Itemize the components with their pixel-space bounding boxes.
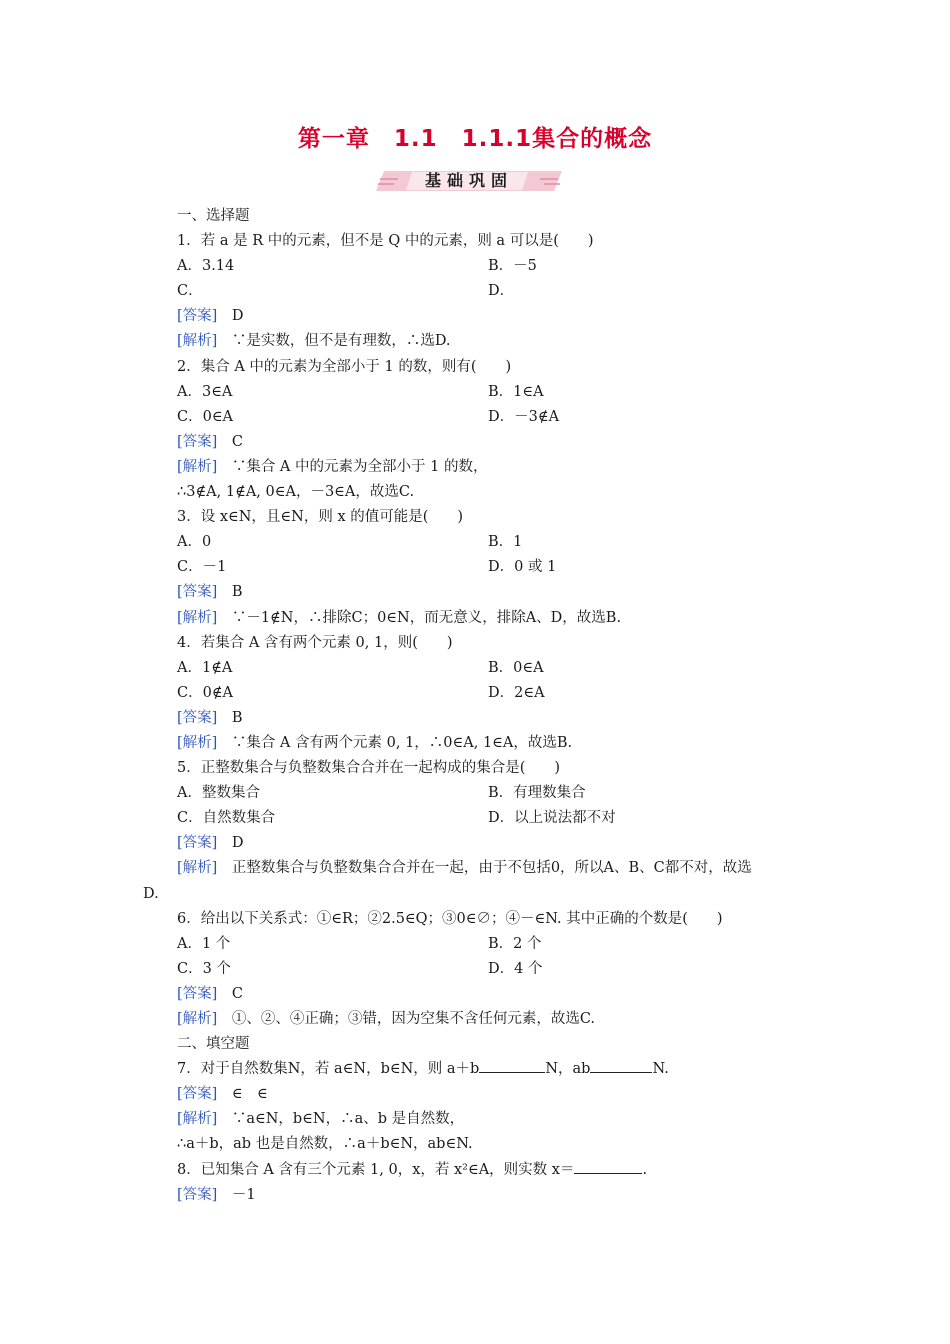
option-d: D．以上说法都不对 xyxy=(488,810,616,827)
option-row xyxy=(0,656,950,681)
answer-line xyxy=(0,430,950,455)
analysis-line xyxy=(0,731,950,756)
answer-tag: [答案] xyxy=(177,308,218,325)
option-row xyxy=(0,781,950,806)
answer-line xyxy=(0,706,950,731)
analysis-text: ∵集合 A 含有两个元素 0, 1，∴0∈A, 1∈A，故选B. xyxy=(231,734,573,751)
answer-tag: [答案] xyxy=(177,835,218,852)
answer-tag: [答案] xyxy=(177,1086,218,1103)
answer-value: －1 xyxy=(231,1186,256,1203)
stem-part: . xyxy=(642,1161,648,1178)
option-row xyxy=(0,279,950,304)
option-c: C．自然数集合 xyxy=(177,810,276,827)
section-heading: 一、选择题 xyxy=(177,208,250,224)
analysis-line xyxy=(0,1107,950,1132)
analysis-continued: D. xyxy=(143,885,159,902)
answer-line xyxy=(0,1183,950,1208)
analysis-text: ∵a∈N，b∈N，∴a、b 是自然数， xyxy=(231,1111,465,1128)
answer-line xyxy=(0,831,950,856)
analysis-continued: ∴a＋b，ab 也是自然数，∴a＋b∈N，ab∈N. xyxy=(177,1136,473,1153)
option-a: A．1 个 xyxy=(177,935,231,952)
answer-blank xyxy=(590,1057,652,1073)
question-stem: 2．集合 A 中的元素为全部小于 1 的数，则有( ) xyxy=(177,358,512,375)
option-row xyxy=(0,932,950,957)
option-b: B．1∈A xyxy=(488,383,544,400)
section-heading: 二、填空题 xyxy=(177,1036,250,1053)
question-stem: 5．正整数集合与负整数集合合并在一起构成的集合是( ) xyxy=(177,760,561,777)
answer-tag: [答案] xyxy=(177,709,218,726)
analysis-text: 正整数集合与负整数集合合并在一起，由于不包括0，所以A、B、C都不对，故选 xyxy=(231,860,752,877)
option-b: B．有理数集合 xyxy=(488,785,586,802)
option-d: D．0 或 1 xyxy=(488,559,557,576)
analysis-text: ∵是实数，但不是有理数，∴选D. xyxy=(231,333,451,350)
analysis-line xyxy=(0,606,950,631)
option-c: C．3 个 xyxy=(177,960,231,977)
stem-part: 7．对于自然数集N，若 a∈N，b∈N，则 a＋b xyxy=(177,1061,480,1078)
option-a: A．1∉A xyxy=(177,659,233,676)
page-title: 第一章 1.1 1.1.1集合的概念 xyxy=(297,126,653,152)
option-b: B．－5 xyxy=(488,258,537,275)
analysis-text: ∵－1∉N，∴排除C；0∈N，而无意义，排除A、D，故选B. xyxy=(231,609,622,626)
answer-value: B xyxy=(231,709,243,726)
option-c: C． xyxy=(177,283,203,300)
answer-value: C xyxy=(231,433,243,450)
analysis-line xyxy=(0,455,950,480)
answer-blank xyxy=(574,1158,642,1174)
option-c: C．0∉A xyxy=(177,684,234,701)
banner-label: 基础巩固 xyxy=(424,171,513,190)
analysis-tag: [解析] xyxy=(177,609,218,626)
option-b: B．1 xyxy=(488,534,523,551)
option-a: A．3∈A xyxy=(177,383,233,400)
analysis-tag: [解析] xyxy=(177,860,218,877)
answer-tag: [答案] xyxy=(177,433,218,450)
question-stem xyxy=(0,1057,950,1082)
answer-value: C xyxy=(231,985,243,1002)
answer-tag: [答案] xyxy=(177,584,218,601)
option-row xyxy=(0,957,950,982)
option-d: D．4 个 xyxy=(488,960,543,977)
section-banner xyxy=(372,168,566,194)
answer-tag: [答案] xyxy=(177,985,218,1002)
answer-value: D xyxy=(231,835,244,852)
answer-tag: [答案] xyxy=(177,1186,218,1203)
option-c: C．0∈A xyxy=(177,408,234,425)
answer-value: ∈ ∈ xyxy=(231,1086,268,1103)
question-stem: 4．若集合 A 含有两个元素 0, 1，则( ) xyxy=(177,634,453,651)
question-stem: 6．给出以下关系式：①∈R；②2.5∈Q；③0∈∅；④－∈N. 其中正确的个数是( ) xyxy=(177,910,723,927)
option-row xyxy=(0,380,950,405)
answer-line xyxy=(0,1082,950,1107)
stem-part: N，ab xyxy=(545,1061,591,1078)
answer-line xyxy=(0,580,950,605)
analysis-line xyxy=(0,1007,950,1032)
option-b: B．2 个 xyxy=(488,935,542,952)
analysis-text: ①、②、④正确；③错，因为空集不含任何元素，故选C. xyxy=(231,1011,596,1027)
question-stem: 3．设 x∈N，且∈N，则 x 的值可能是( ) xyxy=(177,509,464,526)
question-stem xyxy=(0,1158,950,1183)
analysis-tag: [解析] xyxy=(177,1111,218,1128)
answer-line xyxy=(0,304,950,329)
question-stem: 1．若 a 是 R 中的元素，但不是 Q 中的元素，则 a 可以是( ) xyxy=(177,233,594,250)
analysis-tag: [解析] xyxy=(177,734,218,751)
stem-part: 8．已知集合 A 含有三个元素 1, 0，x，若 x²∈A，则实数 x＝ xyxy=(177,1161,575,1178)
analysis-continued: ∴3∉A, 1∉A, 0∈A，－3∈A，故选C. xyxy=(177,484,415,501)
option-d: D．－3∉A xyxy=(488,408,560,425)
option-a: A．0 xyxy=(177,534,212,551)
option-row xyxy=(0,806,950,831)
option-d: D． xyxy=(488,283,515,300)
option-row xyxy=(0,555,950,580)
analysis-tag: [解析] xyxy=(177,1011,218,1027)
analysis-line xyxy=(0,329,950,354)
analysis-tag: [解析] xyxy=(177,458,218,475)
option-row xyxy=(0,530,950,555)
option-row xyxy=(0,405,950,430)
answer-value: B xyxy=(231,584,243,601)
option-row xyxy=(0,681,950,706)
answer-value: D xyxy=(231,308,244,325)
answer-blank xyxy=(479,1057,545,1073)
exercise-list xyxy=(0,204,950,1208)
option-b: B．0∈A xyxy=(488,659,544,676)
analysis-text: ∵集合 A 中的元素为全部小于 1 的数， xyxy=(231,458,488,475)
option-c: C．－1 xyxy=(177,559,227,576)
stem-part: N. xyxy=(652,1061,669,1078)
analysis-line xyxy=(0,856,950,881)
option-d: D．2∈A xyxy=(488,684,545,701)
option-a: A．3.14 xyxy=(177,258,235,275)
answer-line xyxy=(0,982,950,1007)
analysis-tag: [解析] xyxy=(177,333,218,350)
option-row xyxy=(0,254,950,279)
option-a: A．整数集合 xyxy=(177,785,260,802)
